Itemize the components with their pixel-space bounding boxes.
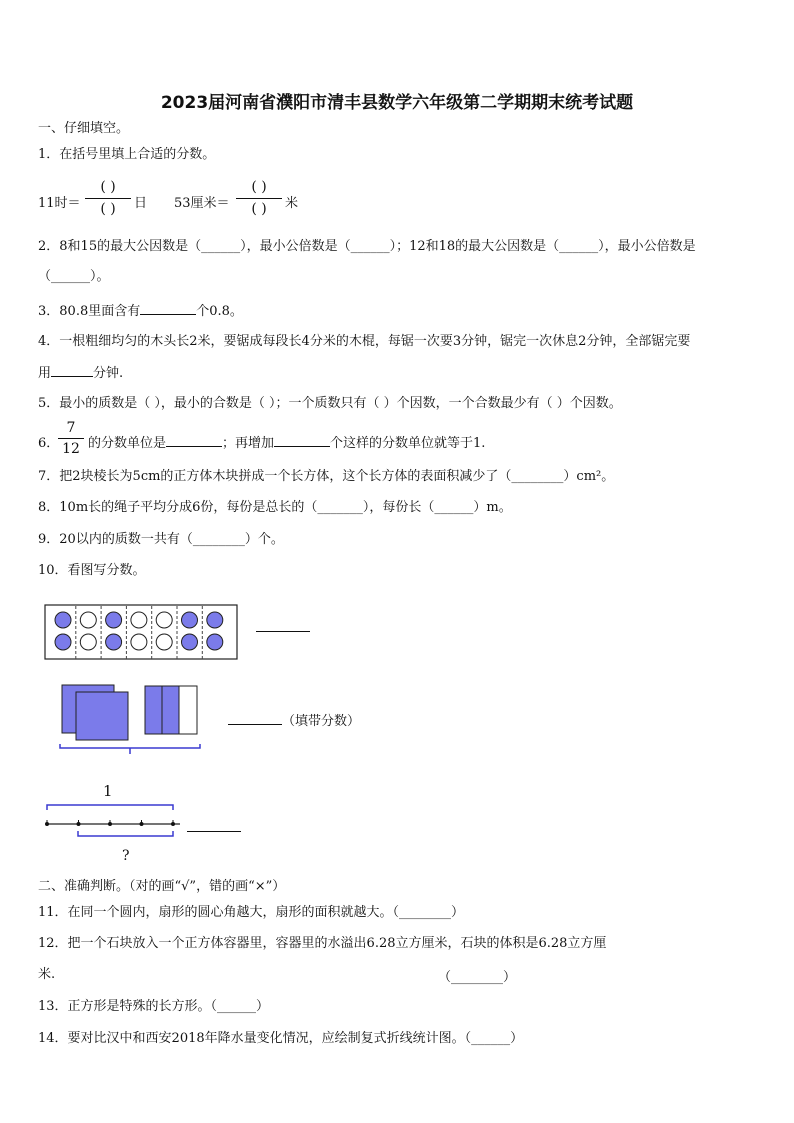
q4-text-post: 分钟.	[93, 366, 124, 381]
page-title: 2023届河南省濮阳市清丰县数学六年级第二学期期末统考试题	[160, 93, 634, 113]
q10-figure-3-answer[interactable]	[187, 818, 241, 836]
q3-answer-blank[interactable]	[140, 301, 196, 315]
question-6-text	[88, 432, 485, 451]
circle	[80, 634, 96, 650]
q3-text-post: 个0.8。	[196, 304, 243, 319]
q10-figure-1-answer[interactable]	[256, 618, 310, 636]
q1-fraction-b-denominator[interactable]: ( )	[251, 201, 267, 217]
brace	[60, 744, 200, 754]
answer-blank[interactable]	[187, 818, 241, 832]
q6-number: 6．	[38, 436, 60, 451]
circle	[131, 612, 147, 628]
question-2-line-1: 2．8和15的最大公因数是（______），最小公倍数是（______）；12和18的最大公因数是（______），最小公倍数是	[38, 239, 696, 254]
circle	[156, 634, 172, 650]
question-11: 11．在同一个圆内，扇形的圆心角越大，扇形的面积就越大。（________）	[38, 905, 465, 920]
circle	[156, 612, 172, 628]
question-13: 13．正方形是特殊的长方形。（______）	[38, 999, 270, 1014]
fraction-bar	[85, 198, 131, 199]
question-4-line-1: 4．一根粗细均匀的木头长2米，要锯成每段长4分米的木棍，每锯一次要3分钟，锯完一次休息2分钟，全部锯完要	[38, 334, 691, 349]
number-line-ticks	[45, 820, 175, 826]
question-9: 9．20以内的质数一共有（________）个。	[38, 532, 284, 547]
q6-fraction-denominator: 12	[62, 441, 80, 457]
question-4-line-2	[38, 363, 123, 383]
partial-strip-1	[145, 686, 162, 734]
question-12-line-2: 米.	[38, 967, 56, 982]
bottom-brace	[78, 831, 173, 836]
circle	[207, 634, 223, 650]
q1-fraction-b-numerator[interactable]: ( )	[251, 179, 267, 195]
question-2-line-2: （______）。	[38, 269, 110, 284]
circle	[55, 634, 71, 650]
circle	[106, 612, 122, 628]
q3-text-pre: 3．80.8里面含有	[38, 304, 141, 319]
q6-text-mid: 的分数单位是	[88, 436, 167, 451]
question-10: 10．看图写分数。	[38, 563, 146, 578]
circle	[80, 612, 96, 628]
partial-strip-2	[162, 686, 179, 734]
circle	[106, 634, 122, 650]
q6-fraction	[58, 419, 84, 458]
q6-fraction-numerator: 7	[66, 420, 76, 436]
q6-text-post: 个这样的分数单位就等于1.	[330, 436, 486, 451]
circle-grid	[55, 612, 223, 650]
q1-right-expression: 53厘米＝	[174, 196, 230, 211]
question-14: 14．要对比汉中和西安2018年降水量变化情况，应绘制复式折线统计图。（______）	[38, 1031, 524, 1046]
question-12-answer[interactable]: （________）	[438, 970, 517, 985]
q6-answer-blank-2[interactable]	[274, 433, 330, 447]
q6-text-mid2: ；再增加	[222, 436, 275, 451]
q6-answer-blank-1[interactable]	[166, 433, 222, 447]
q1-unit-day: 日	[134, 196, 148, 211]
circle	[55, 612, 71, 628]
q1-fraction-a	[85, 178, 131, 219]
section-heading-2: 二、准确判断。（对的画“√”，错的画“×”）	[38, 879, 286, 894]
question-3	[38, 301, 243, 321]
circle	[182, 612, 198, 628]
circle	[207, 612, 223, 628]
question-8: 8．10m长的绳子平均分成6份，每份是总长的（_______），每份长（______）m。	[38, 500, 512, 515]
number-line-label-bottom: ?	[122, 848, 130, 864]
square-front	[76, 692, 128, 740]
q1-unit-meter: 米	[285, 196, 299, 211]
q1-left-expression: 11时＝	[38, 196, 81, 211]
question-5: 5．最小的质数是（ ），最小的合数是（ ）；一个质数只有（ ）个因数，一个合数最少有（ ）个因数。	[38, 396, 622, 411]
circle	[131, 634, 147, 650]
q4-text-pre: 用	[38, 366, 52, 381]
answer-blank[interactable]	[256, 618, 310, 632]
answer-blank[interactable]	[228, 711, 282, 725]
q4-answer-blank[interactable]	[51, 363, 93, 377]
number-line-label-top: 1	[103, 782, 113, 800]
question-7: 7．把2块棱长为5cm的正方体木块拼成一个长方体，这个长方体的表面积减少了（________）cm²。	[38, 469, 615, 484]
circle	[182, 634, 198, 650]
q10-figure-squares	[56, 684, 206, 756]
q1-fraction-a-numerator[interactable]: ( )	[100, 179, 116, 195]
top-brace	[47, 805, 173, 810]
q10-figure-2-answer	[228, 710, 360, 729]
q10-figure-2-note: （填带分数）	[282, 714, 361, 729]
question-1: 1．在括号里填上合适的分数。	[38, 147, 216, 162]
question-12-line-1: 12．把一个石块放入一个正方体容器里，容器里的水溢出6.28立方厘米，石块的体积是6.28立方厘	[38, 936, 607, 951]
fraction-bar	[236, 198, 282, 199]
q10-figure-circles	[44, 604, 244, 662]
fraction-bar	[58, 438, 84, 439]
q10-figure-number-line	[40, 798, 190, 848]
q1-fraction-b	[236, 178, 282, 219]
q1-fraction-a-denominator[interactable]: ( )	[100, 201, 116, 217]
section-heading-1: 一、仔细填空。	[38, 121, 130, 136]
